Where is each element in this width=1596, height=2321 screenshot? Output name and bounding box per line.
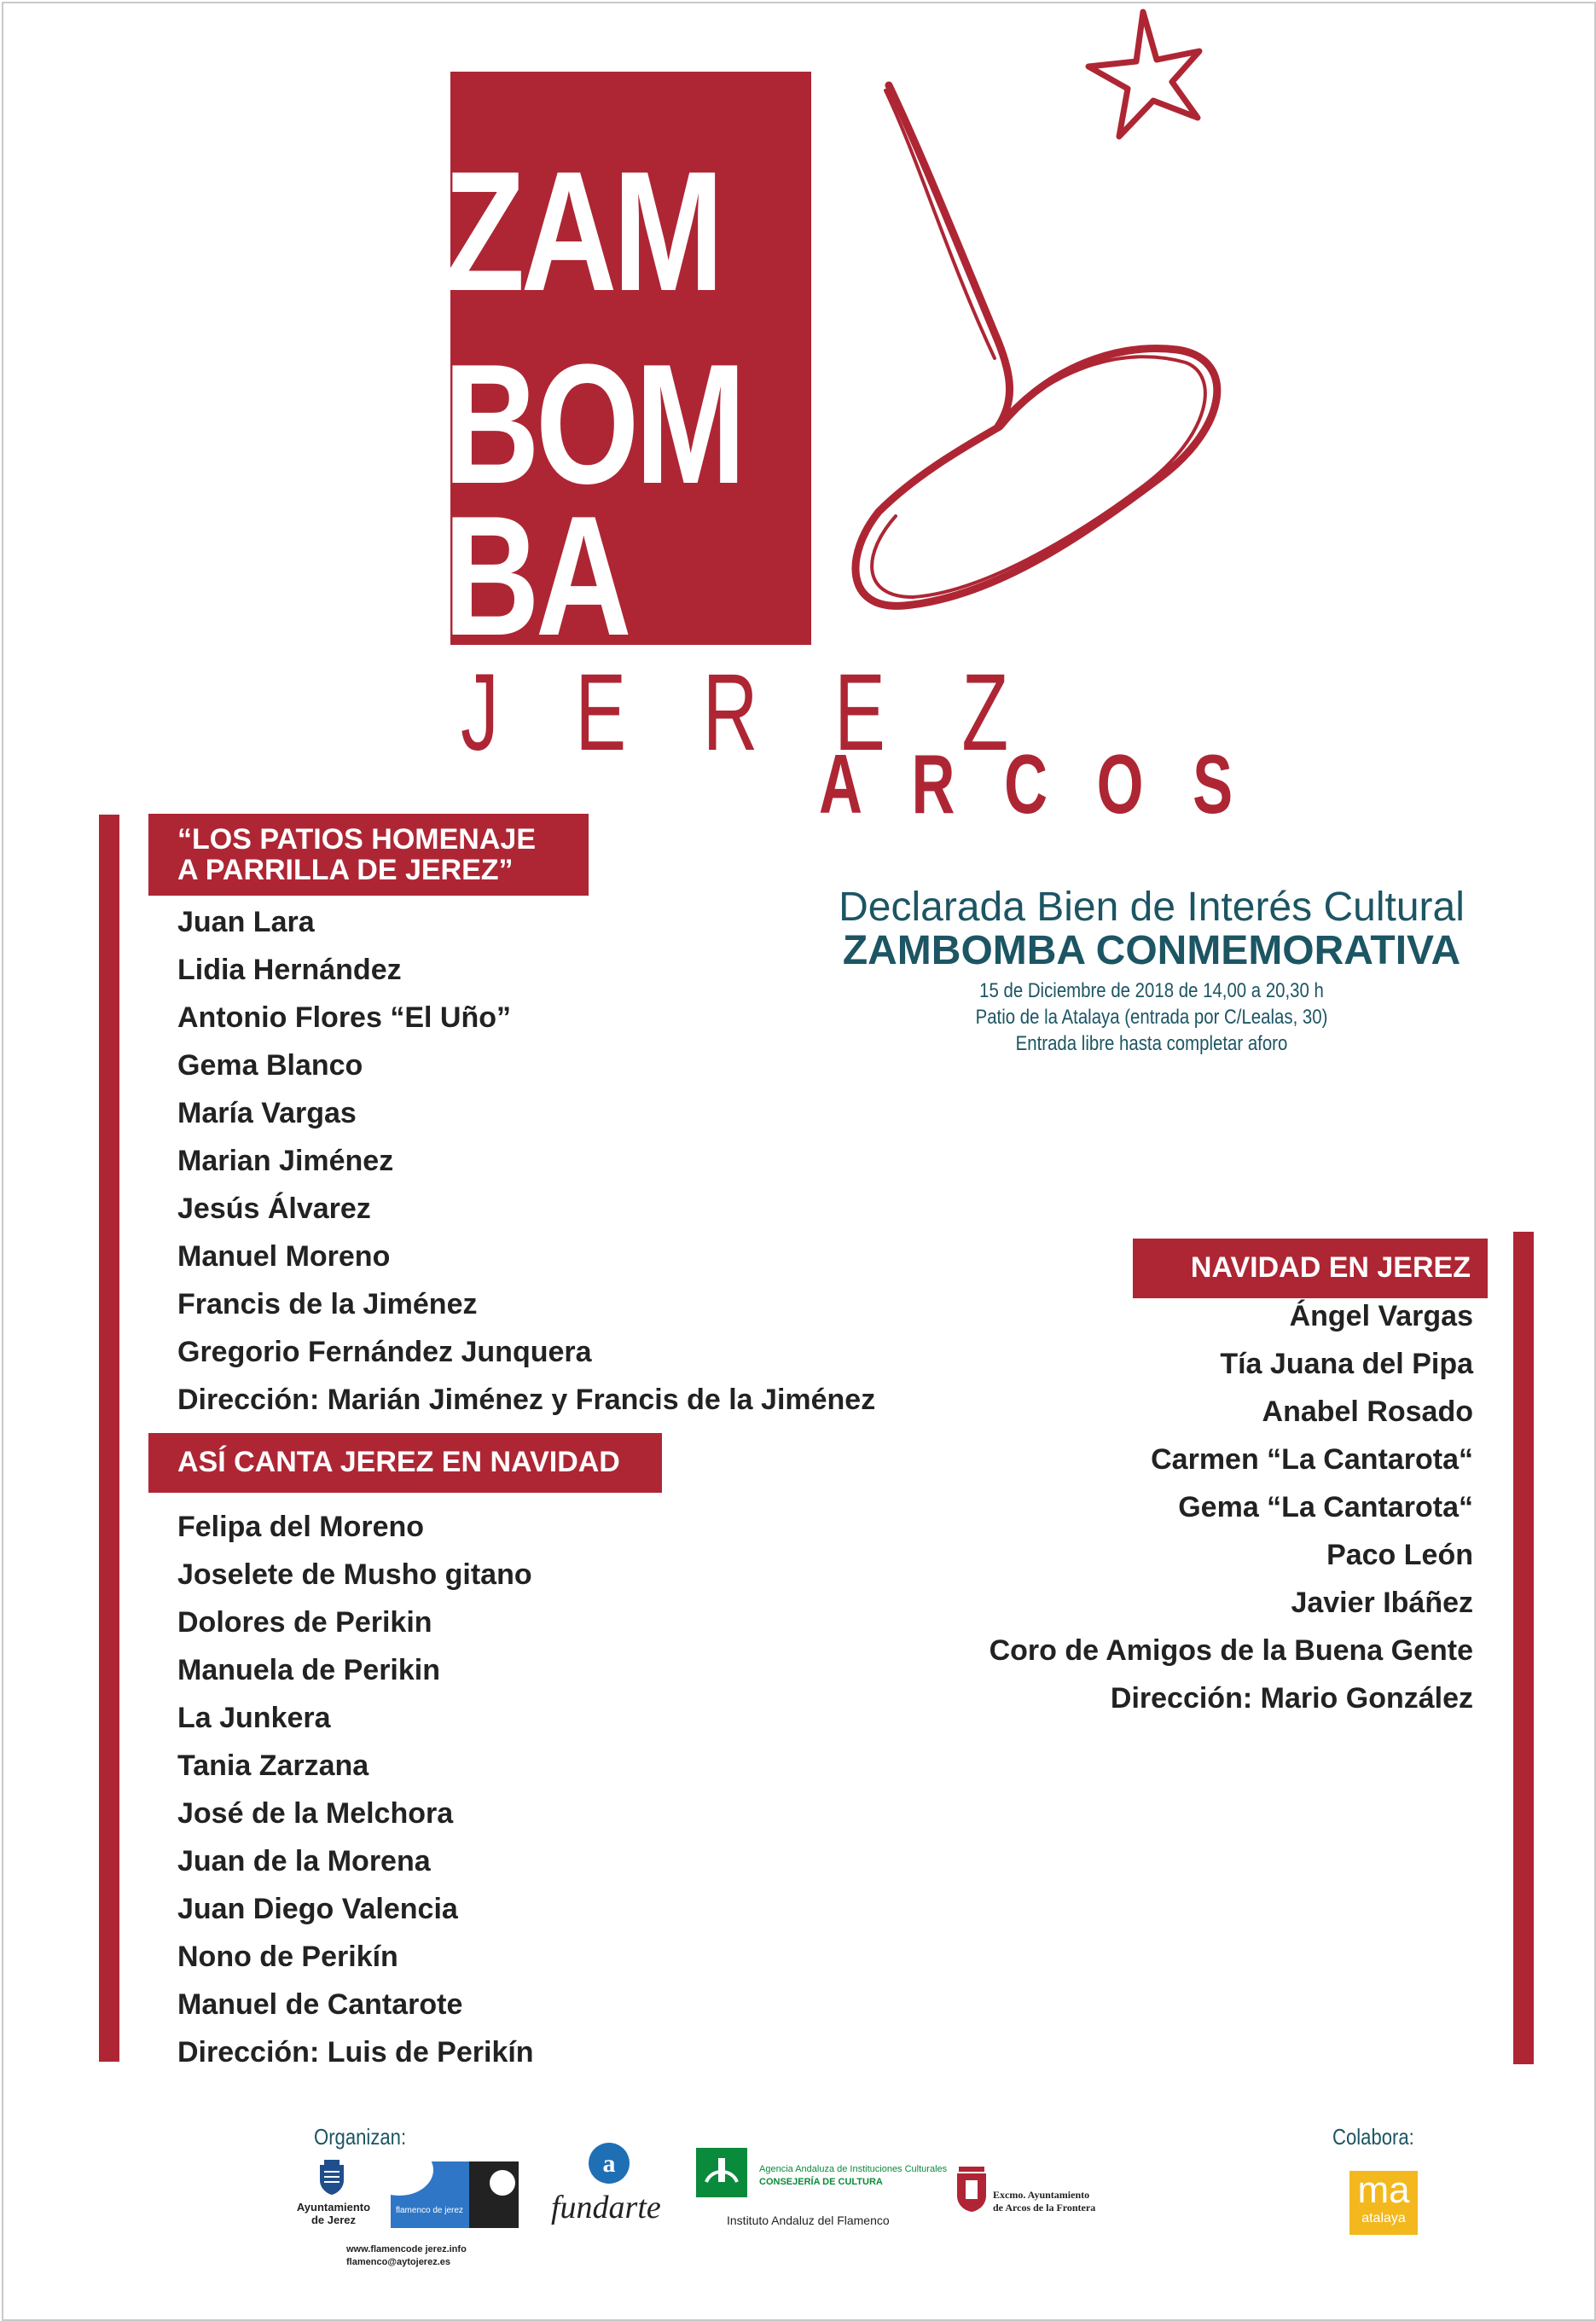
list-item: Gregorio Fernández Junquera bbox=[177, 1336, 592, 1368]
right-red-bar bbox=[1513, 1232, 1534, 2064]
ma-logo-sub: atalaya bbox=[1361, 2211, 1406, 2225]
navidad-list bbox=[853, 1292, 1473, 1722]
info-declarada: Declarada Bien de Interés Cultural bbox=[839, 885, 1465, 930]
web-line1: www.flamencode jerez.info bbox=[346, 2244, 467, 2254]
arcos-crest-icon bbox=[954, 2161, 990, 2213]
junta-line2: CONSEJERÍA DE CULTURA bbox=[759, 2177, 883, 2187]
section-header-navidad: NAVIDAD EN JEREZ bbox=[1133, 1239, 1488, 1298]
list-item: María Vargas bbox=[177, 1097, 357, 1129]
list-item: Carmen “La Cantarota“ bbox=[1151, 1443, 1473, 1476]
flamenco-jerez-logo bbox=[391, 2161, 519, 2228]
instituto-flamenco: Instituto Andaluz del Flamenco bbox=[727, 2214, 890, 2227]
logo-city-jerez: JEREZ bbox=[461, 652, 1085, 774]
list-item: Gema “La Cantarota“ bbox=[1178, 1491, 1473, 1523]
list-item: Nono de Perikín bbox=[177, 1941, 398, 1973]
arcos-line2: de Arcos de la Frontera bbox=[993, 2202, 1096, 2214]
left-red-bar bbox=[99, 815, 119, 2062]
organizan-label: Organizan: bbox=[314, 2124, 407, 2150]
list-item: Dirección: Luis de Perikín bbox=[177, 2036, 534, 2069]
section-title-patios-line1: “LOS PATIOS HOMENAJE bbox=[177, 823, 537, 856]
logo-line-zam: ZAM bbox=[444, 136, 720, 327]
web-line2: flamenco@aytojerez.es bbox=[346, 2257, 450, 2267]
list-item: Juan Lara bbox=[177, 906, 315, 938]
list-item: Juan Diego Valencia bbox=[177, 1893, 458, 1925]
list-item: Gema Blanco bbox=[177, 1049, 363, 1082]
list-item: Dolores de Perikin bbox=[177, 1606, 432, 1639]
event-info bbox=[751, 885, 1552, 1057]
logo-city-arcos: ARCOS bbox=[819, 737, 1282, 831]
list-item: La Junkera bbox=[177, 1702, 331, 1734]
list-item: Francis de la Jiménez bbox=[177, 1288, 478, 1320]
list-item: Javier Ibáñez bbox=[1291, 1587, 1473, 1619]
list-item: Coro de Amigos de la Buena Gente bbox=[989, 1634, 1473, 1667]
list-item: Manuel Moreno bbox=[177, 1240, 391, 1273]
jerez-crest-icon bbox=[317, 2158, 346, 2196]
list-item: Felipa del Moreno bbox=[177, 1511, 425, 1543]
fundarte-logo: fundarte bbox=[551, 2190, 661, 2225]
list-item: Anabel Rosado bbox=[1262, 1396, 1473, 1428]
info-place: Patio de la Atalaya (entrada por C/Lealas, 30) bbox=[975, 1006, 1328, 1029]
svg-text:a: a bbox=[602, 2150, 616, 2178]
section-header-patios bbox=[148, 814, 589, 896]
list-item: Lidia Hernández bbox=[177, 954, 402, 986]
flamenco-logo-text: flamenco de jerez bbox=[396, 2206, 463, 2215]
list-item: Marian Jiménez bbox=[177, 1145, 394, 1177]
list-item: Tania Zarzana bbox=[177, 1749, 369, 1782]
list-item: Dirección: Mario González bbox=[1110, 1682, 1473, 1715]
junta-line1: Agencia Andaluza de Instituciones Culturales bbox=[759, 2164, 948, 2174]
list-item: Dirección: Marián Jiménez y Francis de la Jiménez bbox=[177, 1384, 876, 1416]
list-item: Manuela de Perikin bbox=[177, 1654, 440, 1686]
arcos-line1: Excmo. Ayuntamiento bbox=[993, 2189, 1090, 2201]
junta-text bbox=[759, 2163, 947, 2189]
section-header-asi-canta: ASÍ CANTA JEREZ EN NAVIDAD bbox=[148, 1433, 662, 1493]
footer-web bbox=[346, 2243, 467, 2269]
arcos-text bbox=[993, 2189, 1095, 2214]
info-date: 15 de Diciembre de 2018 de 14,00 a 20,30 h bbox=[979, 979, 1324, 1002]
fundarte-emblem-icon bbox=[587, 2141, 631, 2185]
info-title: ZAMBOMBA CONMEMORATIVA bbox=[842, 928, 1461, 973]
junta-andalucia-icon bbox=[696, 2148, 747, 2197]
list-item: Antonio Flores “El Uño” bbox=[177, 1001, 511, 1034]
logo-line-ba: BA bbox=[444, 481, 628, 671]
colabora-label: Colabora: bbox=[1332, 2124, 1414, 2150]
info-entry: Entrada libre hasta completar aforo bbox=[1015, 1032, 1288, 1055]
ayto-line1: Ayuntamiento bbox=[296, 2201, 371, 2214]
list-item: Jesús Álvarez bbox=[177, 1192, 371, 1225]
list-item: Joselete de Musho gitano bbox=[177, 1558, 532, 1591]
ayto-line2: de Jerez bbox=[310, 2214, 357, 2226]
asi-canta-list bbox=[177, 1503, 534, 2076]
list-item: Manuel de Cantarote bbox=[177, 1988, 463, 2021]
logo-line-bom: BOM bbox=[444, 329, 742, 519]
list-item: José de la Melchora bbox=[177, 1797, 454, 1830]
list-item: Ángel Vargas bbox=[1289, 1300, 1473, 1332]
list-item: Juan de la Morena bbox=[177, 1845, 431, 1877]
heart-star-drawing bbox=[819, 0, 1297, 665]
list-item: Paco León bbox=[1326, 1539, 1473, 1571]
ayuntamiento-jerez-logo bbox=[287, 2201, 380, 2226]
ma-atalaya-logo bbox=[1349, 2171, 1418, 2235]
section-title-patios-line2: A PARRILLA DE JEREZ” bbox=[177, 854, 514, 886]
ma-logo-text: ma bbox=[1357, 2169, 1410, 2211]
list-item: Tía Juana del Pipa bbox=[1220, 1348, 1473, 1380]
